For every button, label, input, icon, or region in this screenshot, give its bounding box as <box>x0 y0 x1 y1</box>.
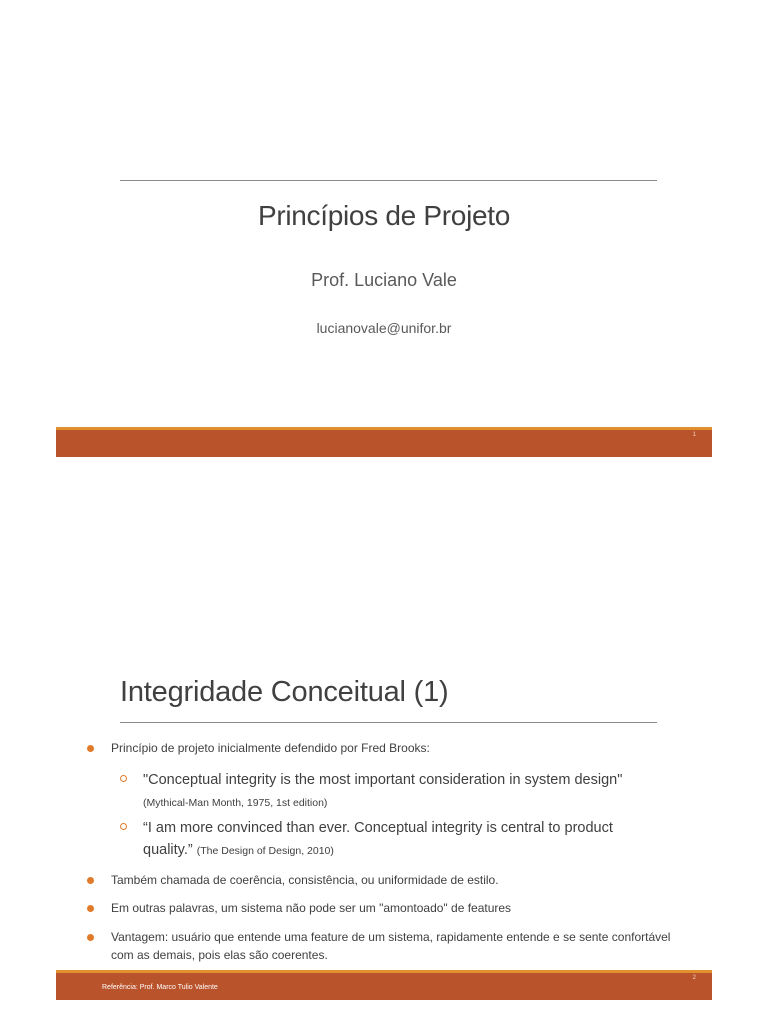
sub-list-item <box>120 817 660 862</box>
bullet-circle-icon <box>120 823 127 830</box>
slide-number: 1 <box>692 432 696 438</box>
bullet-dot-icon <box>87 745 94 752</box>
bullet-circle-icon <box>120 775 127 782</box>
list-item <box>87 928 677 964</box>
footer-bar <box>56 970 712 1000</box>
quote-text <box>143 817 660 862</box>
slide-1 <box>56 0 712 458</box>
title-divider <box>120 180 657 181</box>
list-item-text: Também chamada de coerência, consistência, ou uniformidade de estilo. <box>111 873 499 887</box>
bullet-dot-icon <box>87 934 94 941</box>
quote: “I am more convinced than ever. Conceptual integrity is central to product quality.” <box>143 820 613 858</box>
quote: "Conceptual integrity is the most important consideration in system design" <box>143 772 623 788</box>
quote-source: (Mythical-Man Month, 1975, 1st edition) <box>143 797 328 809</box>
author-email: lucianovale@unifor.br <box>316 320 452 336</box>
slide-2 <box>56 540 712 1000</box>
slide-number: 2 <box>692 975 696 981</box>
list-item <box>87 739 677 757</box>
reference-text: Referência: Prof. Marco Tulio Valente <box>102 984 218 991</box>
list-item-text: Vantagem: usuário que entende uma feature de um sistema, rapidamente entende e se sente confortável com as demais, pois elas são coerentes. <box>111 930 671 962</box>
quote-text <box>143 769 660 814</box>
footer-bar <box>56 427 712 457</box>
list-item <box>87 871 677 889</box>
sub-list-item <box>120 769 660 814</box>
bullet-dot-icon <box>87 877 94 884</box>
slide-title: Integridade Conceitual (1) <box>120 676 449 708</box>
list-item <box>87 899 677 917</box>
list-item-text: Em outras palavras, um sistema não pode ser um "amontoado" de features <box>111 901 512 915</box>
title-divider <box>120 722 657 723</box>
slide-title: Princípios de Projeto <box>257 200 511 231</box>
slide-subtitle: Prof. Luciano Vale <box>311 270 457 290</box>
list-item-text: Princípio de projeto inicialmente defendido por Fred Brooks: <box>111 741 430 755</box>
quote-source: (The Design of Design, 2010) <box>196 845 334 857</box>
bullet-dot-icon <box>87 905 94 912</box>
